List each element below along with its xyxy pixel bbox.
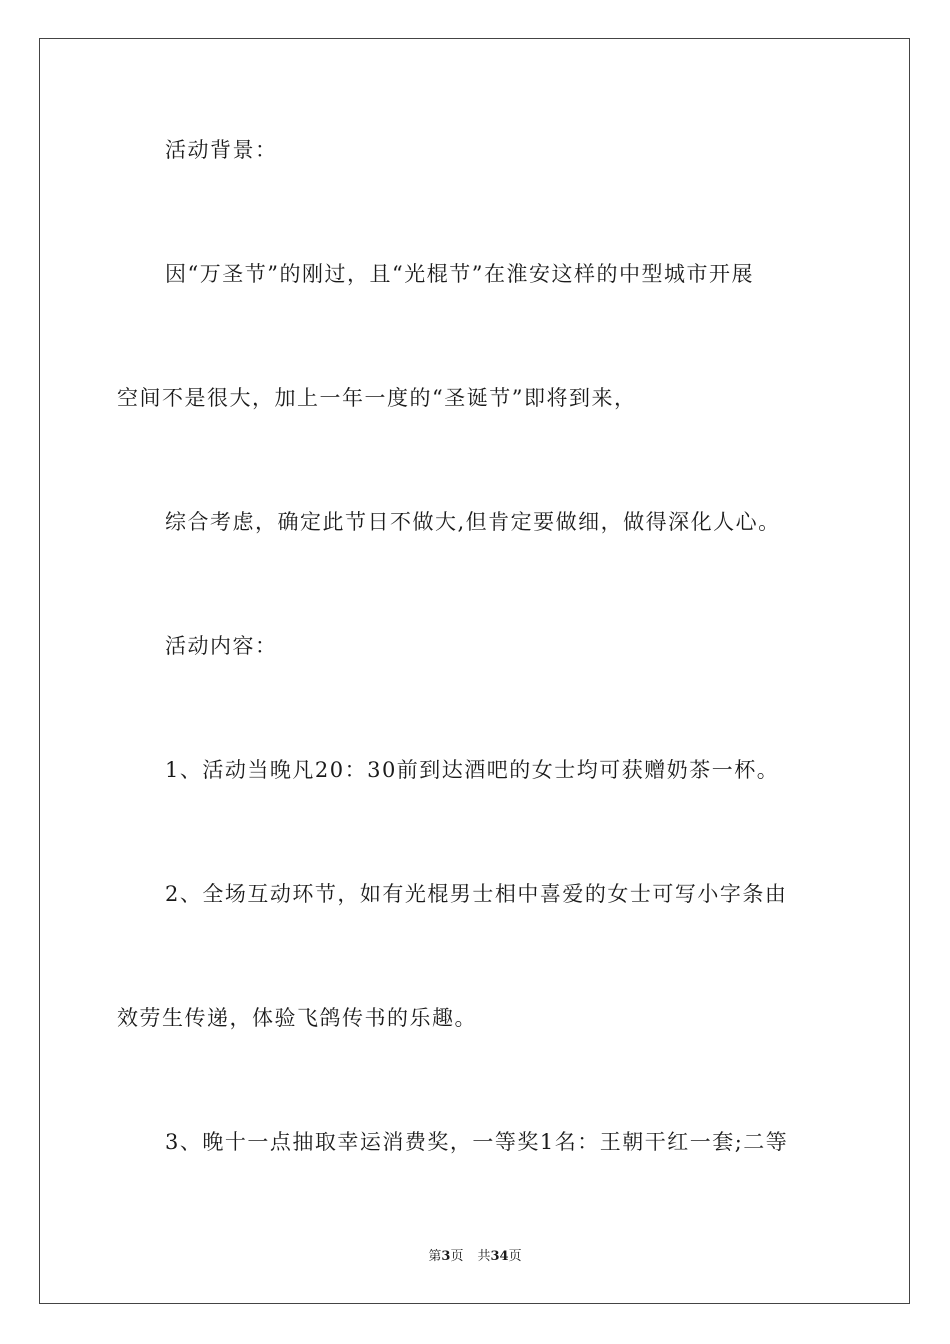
paragraph-line: 综合考虑，确定此节日不做大,但肯定要做细，做得深化人心。 xyxy=(165,510,781,534)
page-footer xyxy=(0,1248,950,1266)
heading-activity-content: 活动内容： xyxy=(165,634,278,658)
paragraph-line: 因“万圣节”的刚过，且“光棍节”在淮安这样的中型城市开展 xyxy=(165,262,754,286)
list-item-continuation: 效劳生传递，体验飞鸽传书的乐趣。 xyxy=(117,1006,477,1030)
heading-activity-background: 活动背景： xyxy=(165,138,278,162)
total-pages: 34 xyxy=(490,1249,509,1264)
page-label-suffix: 页 xyxy=(450,1249,464,1264)
page-number: 3 xyxy=(441,1249,451,1264)
total-label-suffix: 页 xyxy=(508,1249,522,1264)
page-label-prefix: 第 xyxy=(428,1249,442,1264)
page-border xyxy=(39,38,910,1304)
total-label-prefix: 共 xyxy=(477,1249,491,1264)
paragraph-line: 空间不是很大，加上一年一度的“圣诞节”即将到来， xyxy=(117,386,637,410)
list-item: 2、全场互动环节，如有光棍男士相中喜爱的女士可写小字条由 xyxy=(165,882,788,906)
list-item: 1、活动当晚凡20：30前到达酒吧的女士均可获赠奶茶一杯。 xyxy=(165,758,780,782)
list-item: 3、晚十一点抽取幸运消费奖，一等奖1名：王朝干红一套;二等 xyxy=(165,1130,789,1154)
